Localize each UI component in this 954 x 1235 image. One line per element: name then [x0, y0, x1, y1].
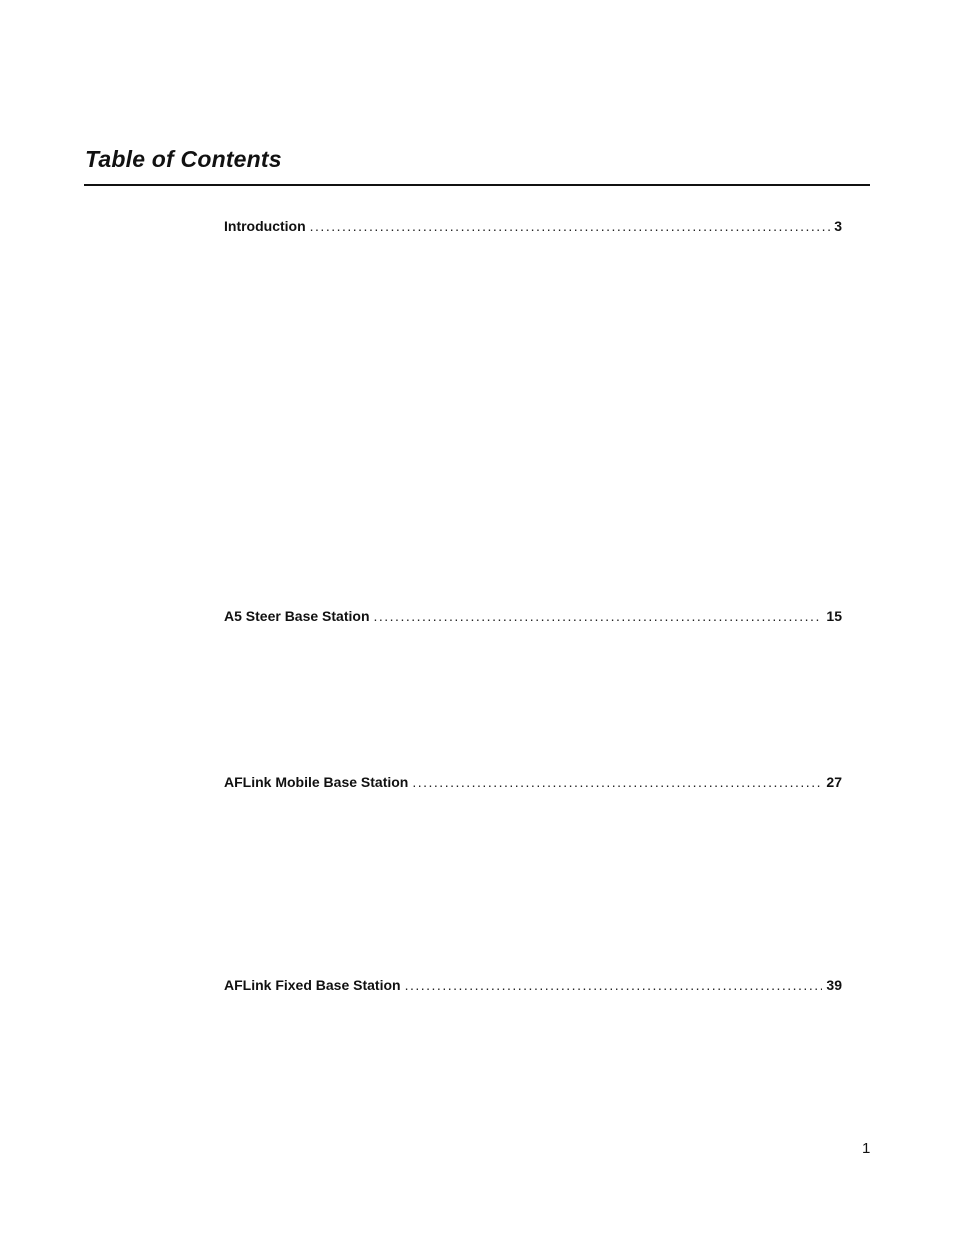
toc-entry-label: A5 Steer Base Station — [224, 608, 370, 624]
toc-dot-leader — [412, 773, 822, 791]
page-title: Table of Contents — [85, 146, 282, 172]
toc-entry-label: AFLink Fixed Base Station — [224, 977, 401, 993]
toc-entry-page: 39 — [826, 977, 842, 993]
toc-entry-label: Introduction — [224, 218, 306, 234]
toc-entry-introduction[interactable] — [224, 217, 842, 235]
toc-entry-aflink-mobile-base-station[interactable] — [224, 773, 842, 791]
toc-entry-page: 27 — [826, 774, 842, 790]
toc-entry-aflink-fixed-base-station[interactable] — [224, 976, 842, 994]
toc-dot-leader — [405, 976, 823, 994]
toc-dot-leader — [374, 607, 823, 625]
toc-dot-leader — [310, 217, 831, 235]
page-number: 1 — [862, 1140, 871, 1157]
title-divider — [84, 184, 870, 186]
toc-entry-a5-steer-base-station[interactable] — [224, 607, 842, 625]
toc-entry-page: 15 — [826, 608, 842, 624]
toc-entry-label: AFLink Mobile Base Station — [224, 774, 409, 790]
toc-entry-page: 3 — [834, 218, 842, 234]
